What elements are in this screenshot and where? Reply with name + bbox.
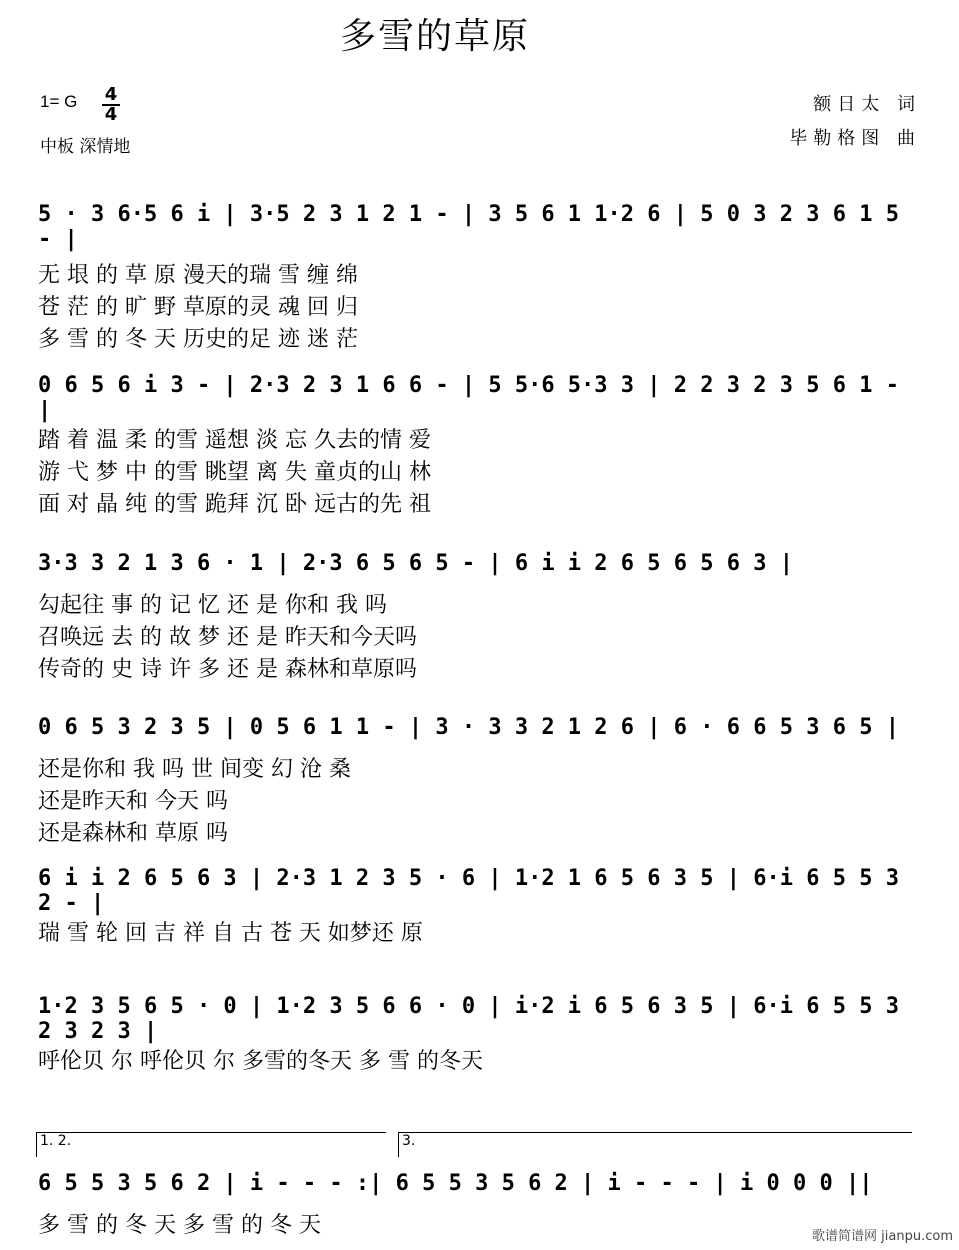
- key-signature: 1= G: [40, 92, 78, 111]
- notation: 0 6 5 3 2 3 5 | 0 5 6 1 1 - | 3 · 3 3 2 1 2 6 | 6 · 6 6 5 3 6 5 |: [38, 714, 899, 740]
- notation: 5 · 3 6·5 6 i | 3·5 2 3 1 2 1 - | 3 5 6 1 1·2 6 | 5 0 3 2 3 6 1 5 - |: [38, 202, 899, 252]
- lyric-line: 还是森林和 草原 吗: [38, 821, 228, 846]
- score-line-7: [38, 1168, 924, 1208]
- volta-bracket-2: 3.: [398, 1132, 912, 1157]
- notation: 0 6 5 6 i 3 - | 2·3 2 3 1 6 6 - | 5 5·6 5·3 3 | 2 2 3 2 3 5 6 1 - |: [38, 373, 899, 423]
- composer-credit: 毕勒格图 曲: [789, 128, 921, 149]
- lyric-line: 召唤远 去 的 故 梦 还 是 昨天和今天吗: [38, 625, 417, 650]
- score-line-1: [38, 202, 924, 252]
- tempo-marking: 中板 深情地: [40, 137, 131, 157]
- score-line-4: [38, 712, 924, 752]
- time-signature: [100, 86, 122, 124]
- lyric-line: 游 弋 梦 中 的雪 眺望 离 失 童贞的山 林: [38, 460, 431, 485]
- score-line-5: [38, 866, 924, 916]
- score-line-2: [38, 373, 924, 423]
- time-signature-bottom: 4: [104, 104, 118, 125]
- lyric-line: 踏 着 温 柔 的雪 遥想 淡 忘 久去的情 爱: [38, 428, 431, 453]
- time-signature-top: 4: [104, 84, 118, 105]
- lyric-line: 还是你和 我 吗 世 间变 幻 沧 桑: [38, 757, 351, 782]
- lyric-line: 多 雪 的 冬 天 历史的足 迹 迷 茫: [38, 327, 358, 352]
- notation: 3·3 3 2 1 3 6 · 1 | 2·3 6 5 6 5 - | 6 i i 2 6 5 6 5 6 3 |: [38, 550, 793, 576]
- notation: 1·2 3 5 6 5 · 0 | 1·2 3 5 6 6 · 0 | i·2 i 6 5 6 3 5 | 6·i 6 5 5 3 2 3 2 3 |: [38, 994, 899, 1044]
- notation: 6 i i 2 6 5 6 3 | 2·3 1 2 3 5 · 6 | 1·2 1 6 5 6 3 5 | 6·i 6 5 5 3 2 - |: [38, 866, 899, 916]
- lyric-line: 呼伦贝 尔 呼伦贝 尔 多雪的冬天 多 雪 的冬天: [38, 1049, 483, 1074]
- lyric-line: 多 雪 的 冬 天 多 雪 的 冬 天: [38, 1213, 321, 1238]
- lyric-line: 还是昨天和 今天 吗: [38, 789, 228, 814]
- song-title: 多雪的草原: [340, 16, 531, 57]
- lyric-line: 面 对 晶 纯 的雪 跪拜 沉 卧 远古的先 祖: [38, 492, 431, 517]
- lyric-line: 苍 茫 的 旷 野 草原的灵 魂 回 归: [38, 295, 358, 320]
- score-line-6: [38, 994, 924, 1044]
- lyric-line: 传奇的 史 诗 许 多 还 是 森林和草原吗: [38, 657, 417, 682]
- lyric-line: 瑞 雪 轮 回 吉 祥 自 古 苍 天 如梦还 原: [38, 921, 423, 946]
- lyric-line: 勾起往 事 的 记 忆 还 是 你和 我 吗: [38, 593, 387, 618]
- notation: 6 5 5 3 5 6 2 | i - - - :| 6 5 5 3 5 6 2 | i - - - | i 0 0 0 ||: [38, 1170, 873, 1196]
- site-watermark: 歌谱简谱网 jianpu.com: [812, 1229, 953, 1244]
- lyric-line: 无 垠 的 草 原 漫天的瑞 雪 缠 绵: [38, 263, 358, 288]
- score-line-3: [38, 548, 924, 588]
- volta-bracket-1: 1. 2.: [36, 1132, 386, 1157]
- lyricist-credit: 额日太 词: [813, 94, 921, 115]
